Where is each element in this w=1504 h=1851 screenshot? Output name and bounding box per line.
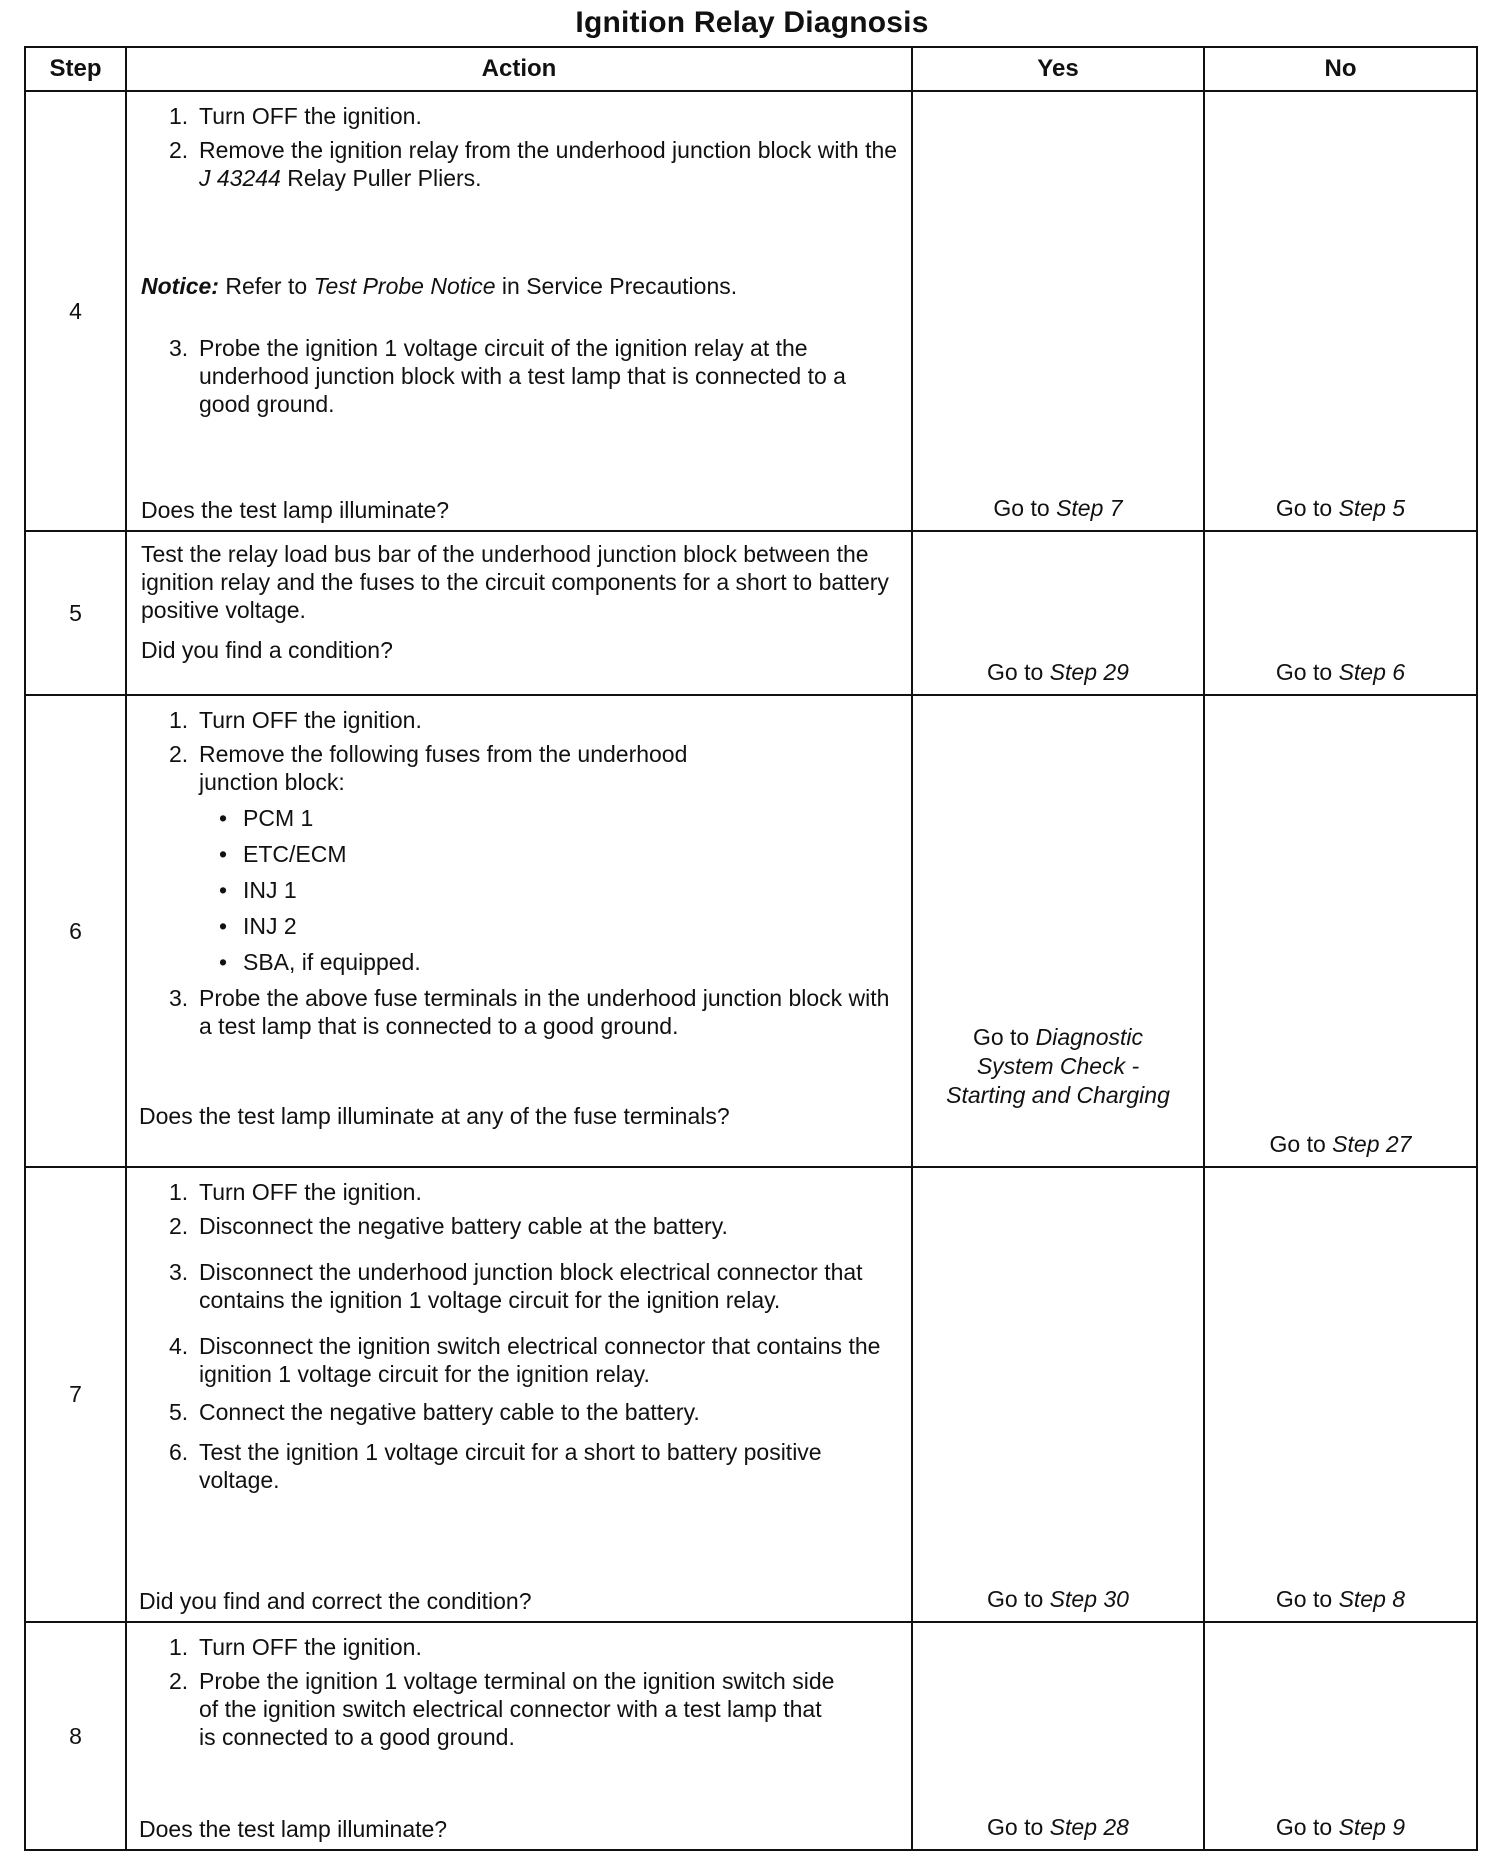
step-number: 4: [25, 91, 126, 531]
bullet-item: • INJ 2: [219, 913, 297, 939]
list-item: 3. Probe the ignition 1 voltage circuit of the ignition relay at the underhood junction block with a test lamp that is connected to a good ground.: [169, 335, 846, 417]
header-row: [25, 47, 1477, 91]
step-number: 8: [25, 1622, 126, 1850]
yes-result: Go to Step 30: [912, 1167, 1204, 1622]
list-item: 3. Probe the above fuse terminals in the underhood junction block with a test lamp that is connected to a good ground.: [169, 985, 890, 1039]
page-title: Ignition Relay Diagnosis: [575, 6, 929, 39]
bullet-item: • INJ 1: [219, 877, 297, 903]
no-result: Go to Step 6: [1204, 531, 1477, 695]
action-cell: [126, 695, 912, 1167]
table-row: [25, 695, 1477, 1167]
yes-result: Go to Step 28: [912, 1622, 1204, 1850]
header-action: Action: [126, 47, 912, 91]
header-yes: Yes: [912, 47, 1204, 91]
list-item: 1. Turn OFF the ignition.: [169, 103, 422, 129]
table-row: [25, 1622, 1477, 1850]
list-item: 2. Probe the ignition 1 voltage terminal on the ignition switch side of the ignition switch electrical connector with a test lamp that is connected to a good ground.: [169, 1668, 835, 1750]
list-item: 6. Test the ignition 1 voltage circuit for a short to battery positive voltage.: [169, 1439, 822, 1493]
yes-result: Go to Step 7: [912, 91, 1204, 531]
list-item: 3. Disconnect the underhood junction block electrical connector that contains the ignition 1 voltage circuit for the ignition relay.: [169, 1259, 863, 1313]
no-result: Go to Step 5: [1204, 91, 1477, 531]
table-row: [25, 1167, 1477, 1622]
action-cell: [126, 531, 912, 695]
question: Does the test lamp illuminate at any of the fuse terminals?: [139, 1103, 730, 1129]
step-number: 6: [25, 695, 126, 1167]
no-result: Go to Step 9: [1204, 1622, 1477, 1850]
step-number: 7: [25, 1167, 126, 1622]
action-text: Test the relay load bus bar of the underhood junction block between the ignition relay and the fuses to the circuit components for a short to battery positive voltage.: [141, 541, 889, 623]
notice: Notice: Refer to Test Probe Notice in Service Precautions.: [141, 273, 738, 299]
no-result: Go to Step 8: [1204, 1167, 1477, 1622]
list-item: 2. Remove the ignition relay from the underhood junction block with the J 43244 Relay Puller Pliers.: [169, 137, 898, 191]
question: Did you find a condition?: [141, 637, 393, 663]
table-row: [25, 531, 1477, 695]
question: Does the test lamp illuminate?: [139, 1816, 448, 1842]
action-cell: [126, 91, 912, 531]
bullet-item: • PCM 1: [219, 805, 314, 831]
no-result: Go to Step 27: [1204, 695, 1477, 1167]
diagnosis-table: [24, 46, 1478, 1851]
list-item: 2. Remove the following fuses from the underhood junction block:: [169, 741, 688, 795]
header-step: Step: [25, 47, 126, 91]
list-item: 4. Disconnect the ignition switch electrical connector that contains the ignition 1 voltage circuit for the ignition relay.: [169, 1333, 881, 1387]
list-item: 5. Connect the negative battery cable to the battery.: [169, 1399, 700, 1425]
bullet-item: • ETC/ECM: [219, 841, 347, 867]
list-item: 2. Disconnect the negative battery cable at the battery.: [169, 1213, 728, 1239]
header-no: No: [1204, 47, 1477, 91]
list-item: 1. Turn OFF the ignition.: [169, 707, 422, 733]
question: Did you find and correct the condition?: [139, 1588, 532, 1614]
step-number: 5: [25, 531, 126, 695]
yes-result: Go to Diagnostic System Check - Starting and Charging: [912, 695, 1204, 1167]
table-row: [25, 91, 1477, 531]
question: Does the test lamp illuminate?: [141, 497, 450, 523]
action-cell: [126, 1167, 912, 1622]
list-item: 1. Turn OFF the ignition.: [169, 1634, 422, 1660]
list-item: 1. Turn OFF the ignition.: [169, 1179, 422, 1205]
bullet-item: • SBA, if equipped.: [219, 949, 421, 975]
yes-result: Go to Step 29: [912, 531, 1204, 695]
action-cell: [126, 1622, 912, 1850]
